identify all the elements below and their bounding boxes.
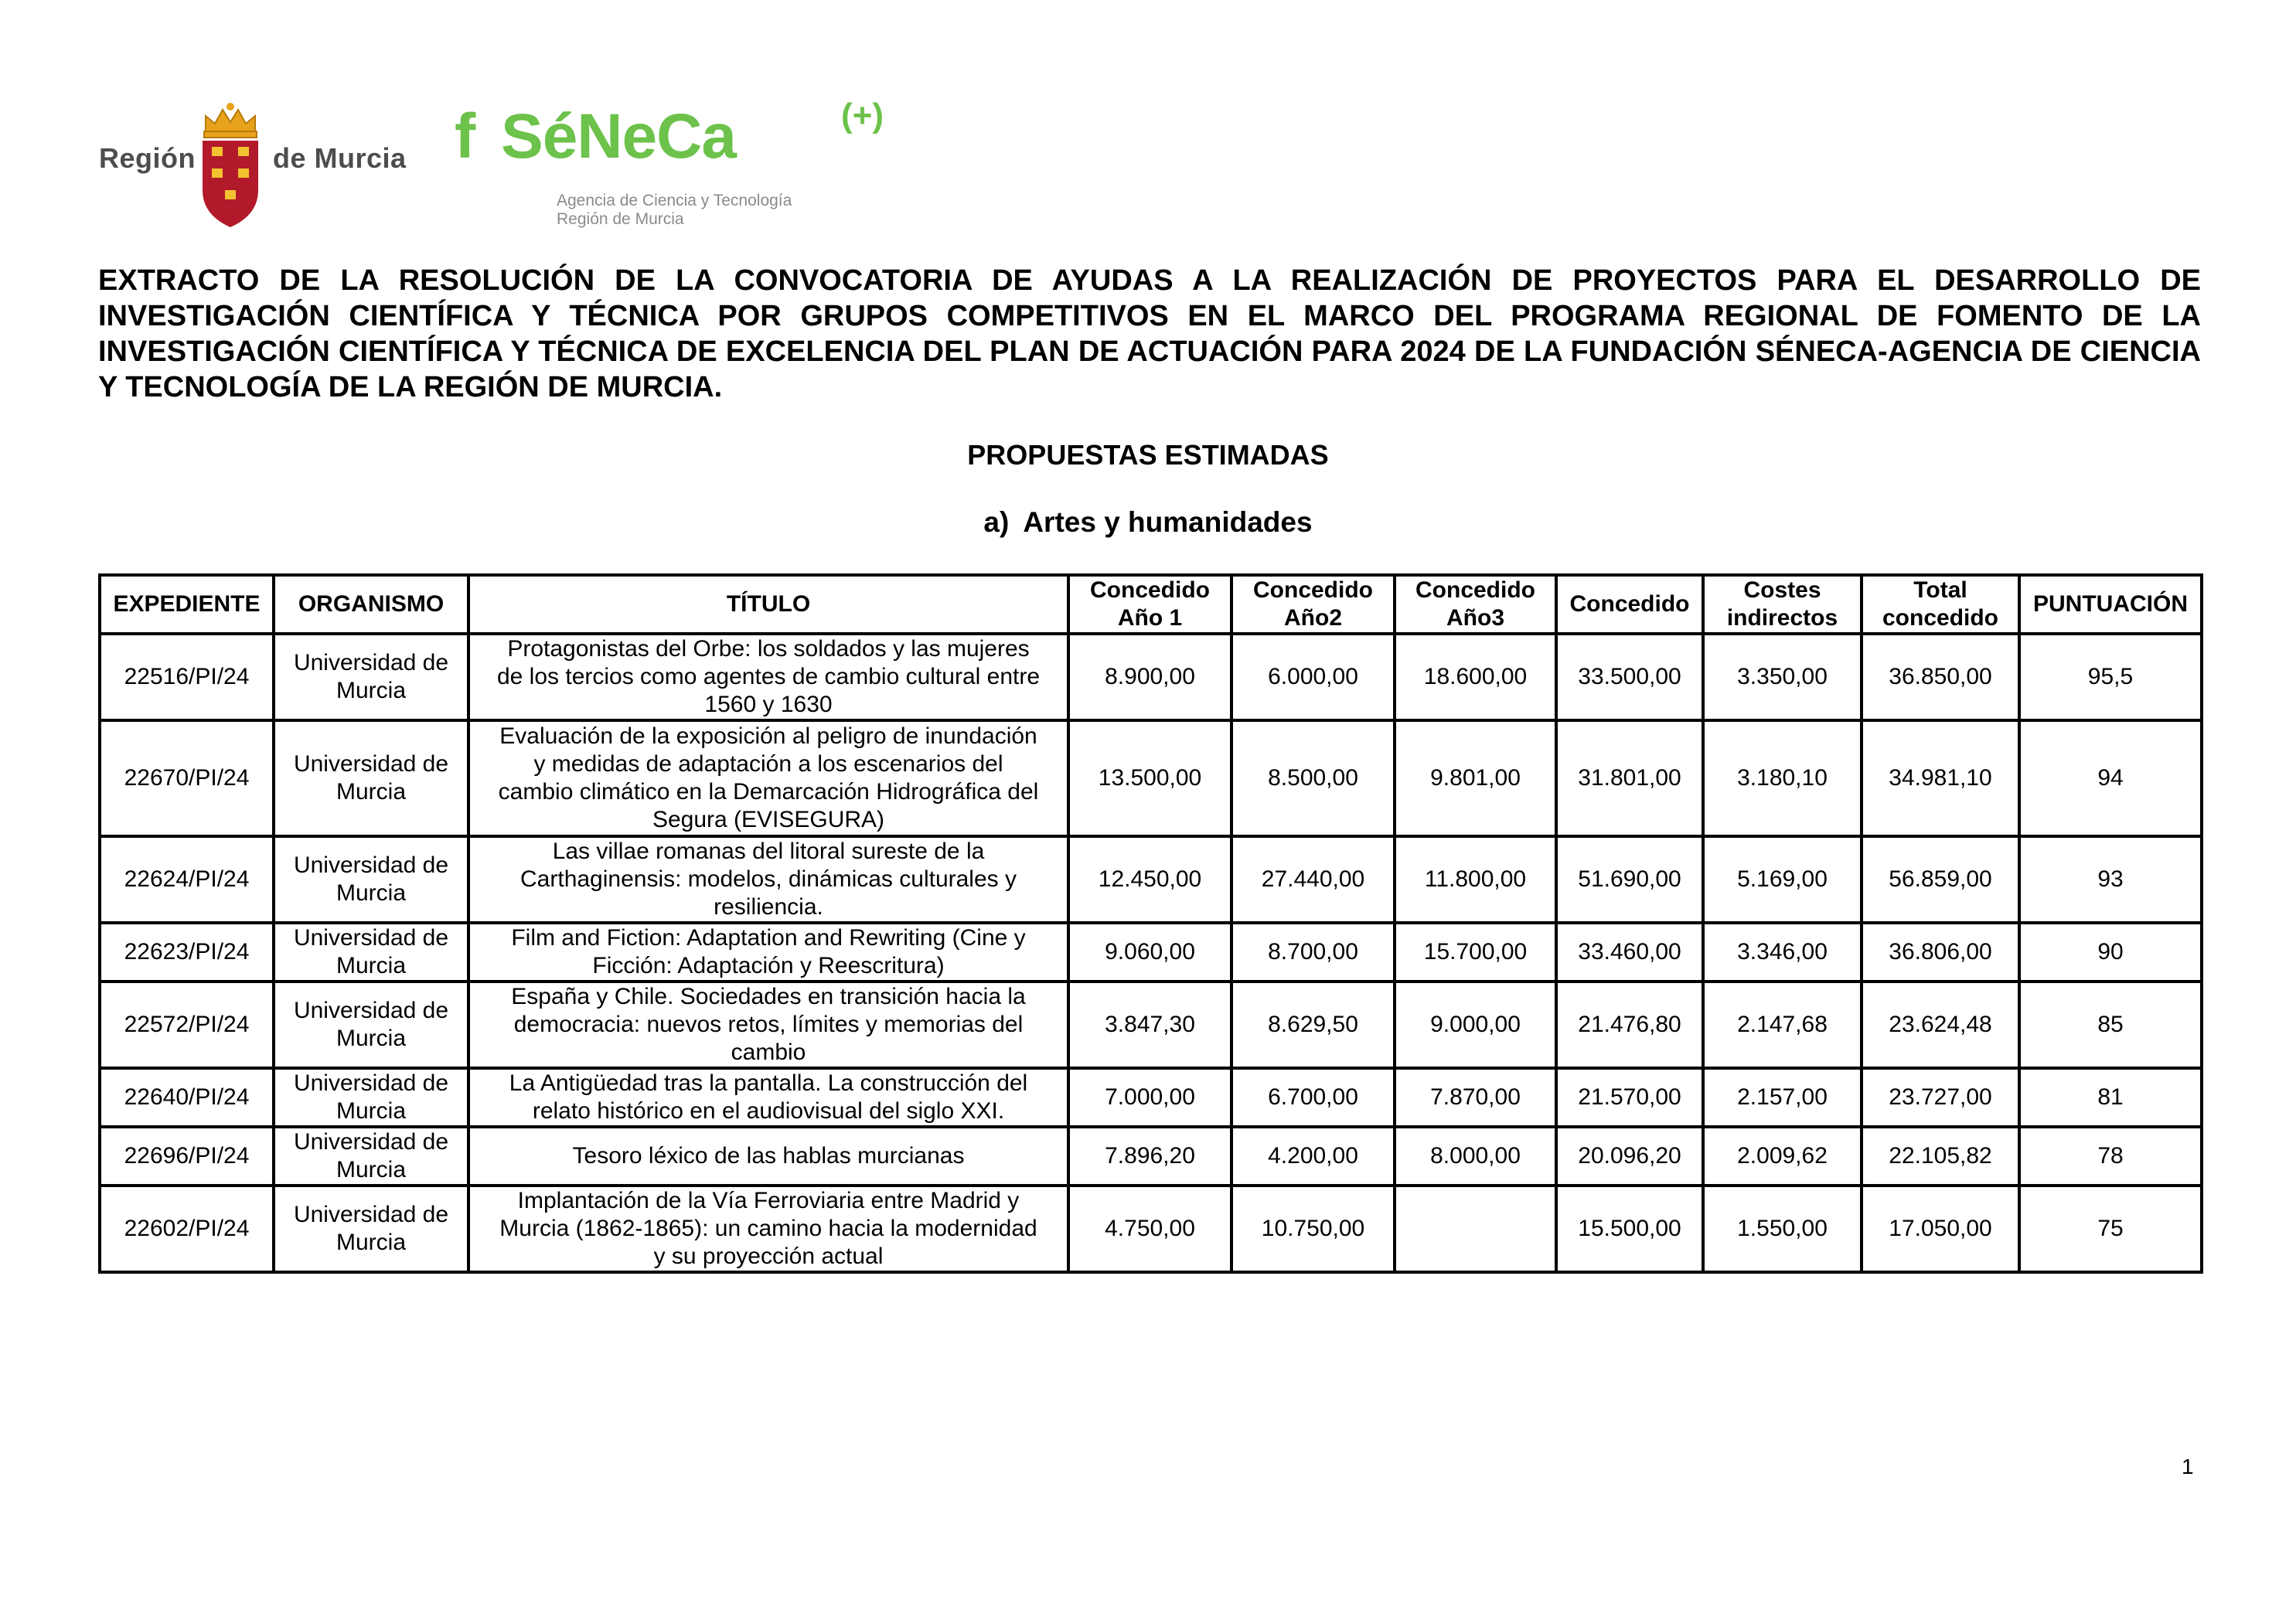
subsection-label: Artes y humanidades <box>1023 506 1313 538</box>
cell-expediente: 22516/PI/24 <box>100 634 274 720</box>
cell-titulo-line: de los tercios como agentes de cambio cultural entre <box>496 664 1041 689</box>
cell-total-concedido: 17.050,00 <box>1862 1186 2019 1272</box>
results-table <box>98 573 2203 1274</box>
cell-costes-indirectos: 2.009,62 <box>1703 1127 1862 1186</box>
table-row <box>100 720 2202 836</box>
subsection-letter: a) <box>983 506 1010 538</box>
cell-organismo-line: Murcia <box>336 1026 406 1051</box>
cell-concedido-ano2: 27.440,00 <box>1231 836 1395 923</box>
cell-organismo-line: Universidad de <box>293 1129 449 1155</box>
cell-organismo-line: Murcia <box>336 953 406 978</box>
cell-titulo <box>468 982 1068 1068</box>
cell-organismo <box>274 634 468 720</box>
cell-titulo-line: Murcia (1862-1865): un camino hacia la modernidad <box>499 1216 1037 1241</box>
cell-titulo <box>468 836 1068 923</box>
cell-puntuacion: 78 <box>2019 1127 2202 1186</box>
cell-titulo-line: cambio <box>731 1039 806 1065</box>
cell-costes-indirectos: 5.169,00 <box>1703 836 1862 923</box>
fundacion-seneca-logo <box>455 97 884 236</box>
cell-titulo <box>468 720 1068 836</box>
cell-total-concedido: 23.727,00 <box>1862 1068 2019 1127</box>
header-puntuacion: PUNTUACIÓN <box>2019 575 2202 634</box>
cell-expediente: 22623/PI/24 <box>100 923 274 982</box>
cell-puntuacion: 75 <box>2019 1186 2202 1272</box>
cell-concedido: 33.500,00 <box>1556 634 1703 720</box>
cell-costes-indirectos: 2.157,00 <box>1703 1068 1862 1127</box>
cell-expediente: 22572/PI/24 <box>100 982 274 1068</box>
cell-total-concedido: 36.850,00 <box>1862 634 2019 720</box>
header-organismo: ORGANISMO <box>274 575 468 634</box>
cell-titulo <box>468 634 1068 720</box>
cell-concedido: 15.500,00 <box>1556 1186 1703 1272</box>
cell-puntuacion: 85 <box>2019 982 2202 1068</box>
cell-concedido: 33.460,00 <box>1556 923 1703 982</box>
cell-titulo-line: y su proyección actual <box>653 1244 884 1269</box>
cell-concedido-ano2: 6.000,00 <box>1231 634 1395 720</box>
cell-organismo <box>274 1068 468 1127</box>
cell-titulo <box>468 1127 1068 1186</box>
table-row <box>100 1068 2202 1127</box>
cell-concedido-ano1: 8.900,00 <box>1068 634 1231 720</box>
subsection-title <box>0 506 2296 539</box>
header-total-concedido: Total concedido <box>1862 575 2019 634</box>
cell-organismo <box>274 1186 468 1272</box>
cell-concedido-ano3: 9.801,00 <box>1395 720 1556 836</box>
cell-titulo-line: Las villae romanas del litoral sureste de la <box>552 839 985 864</box>
cell-concedido-ano1: 4.750,00 <box>1068 1186 1231 1272</box>
cell-titulo-line: La Antigüedad tras la pantalla. La construcción del <box>509 1070 1028 1096</box>
cell-concedido-ano2: 8.700,00 <box>1231 923 1395 982</box>
seneca-plus-mark: (+) <box>841 97 884 134</box>
cell-titulo-line: 1560 y 1630 <box>704 692 833 717</box>
cell-concedido-ano1: 13.500,00 <box>1068 720 1231 836</box>
cell-total-concedido: 56.859,00 <box>1862 836 2019 923</box>
header-concedido-ano2: Concedido Año2 <box>1231 575 1395 634</box>
header-expediente: EXPEDIENTE <box>100 575 274 634</box>
cell-titulo-line: cambio climático en la Demarcación Hidrográfica del <box>498 779 1039 805</box>
region-word: Región <box>99 142 196 174</box>
region-murcia-logo <box>99 99 408 230</box>
seneca-subtitle-line-1: Agencia de Ciencia y Tecnología <box>557 192 792 209</box>
cell-titulo <box>468 923 1068 982</box>
cell-titulo-line: Implantación de la Vía Ferroviaria entre Madrid y <box>517 1188 1020 1213</box>
cell-concedido: 51.690,00 <box>1556 836 1703 923</box>
cell-organismo-line: Universidad de <box>293 1070 449 1096</box>
cell-organismo-line: Murcia <box>336 1098 406 1124</box>
cell-concedido-ano1: 3.847,30 <box>1068 982 1231 1068</box>
cell-expediente: 22624/PI/24 <box>100 836 274 923</box>
seneca-f-mark: f <box>455 101 476 172</box>
cell-costes-indirectos: 1.550,00 <box>1703 1186 1862 1272</box>
cell-puntuacion: 90 <box>2019 923 2202 982</box>
cell-total-concedido: 34.981,10 <box>1862 720 2019 836</box>
cell-titulo-line: y medidas de adaptación a los escenarios del <box>533 751 1003 777</box>
cell-titulo-line: resiliencia. <box>714 894 823 920</box>
table-row <box>100 923 2202 982</box>
seneca-subtitle <box>557 192 792 229</box>
cell-organismo-line: Murcia <box>336 1230 406 1255</box>
section-title: PROPUESTAS ESTIMADAS <box>967 439 1329 471</box>
cell-concedido-ano2: 6.700,00 <box>1231 1068 1395 1127</box>
cell-organismo <box>274 836 468 923</box>
header-concedido-ano1: Concedido Año 1 <box>1068 575 1231 634</box>
header-costes-indirectos: Costes indirectos <box>1703 575 1862 634</box>
cell-concedido-ano3: 11.800,00 <box>1395 836 1556 923</box>
cell-concedido-ano3: 7.870,00 <box>1395 1068 1556 1127</box>
cell-titulo-line: Carthaginensis: modelos, dinámicas culturales y <box>520 866 1017 892</box>
region-murcia-coat-of-arms-icon <box>192 99 269 230</box>
cell-concedido-ano1: 9.060,00 <box>1068 923 1231 982</box>
cell-organismo <box>274 982 468 1068</box>
cell-puntuacion: 93 <box>2019 836 2202 923</box>
cell-organismo <box>274 720 468 836</box>
document-title: EXTRACTO DE LA RESOLUCIÓN DE LA CONVOCATORIA DE AYUDAS A LA REALIZACIÓN DE PROYECTOS PARA EL DESARROLLO DE INVESTIGACIÓN CIENTÍFICA Y TÉCNICA POR GRUPOS COMPETITIVOS EN EL MARCO DEL PROGRAMA REGIONAL DE FOMENTO DE LA INVESTIGACIÓN CIENTÍFICA Y TÉCNICA DE EXCELENCIA DEL PLAN DE ACTUACIÓN PARA 2024 DE LA FUNDACIÓN SÉNECA-AGENCIA DE CIENCIA Y TECNOLOGÍA DE LA REGIÓN DE MURCIA. <box>98 264 2201 403</box>
cell-organismo-line: Universidad de <box>293 1202 449 1227</box>
cell-concedido-ano3: 18.600,00 <box>1395 634 1556 720</box>
cell-organismo <box>274 1127 468 1186</box>
cell-titulo-line: España y Chile. Sociedades en transición hacia la <box>511 984 1026 1009</box>
cell-concedido-ano3: 15.700,00 <box>1395 923 1556 982</box>
cell-costes-indirectos: 3.350,00 <box>1703 634 1862 720</box>
cell-concedido-ano3: 8.000,00 <box>1395 1127 1556 1186</box>
cell-titulo-line: relato histórico en el audiovisual del siglo XXI. <box>532 1098 1005 1124</box>
cell-costes-indirectos: 3.180,10 <box>1703 720 1862 836</box>
cell-titulo-line: Ficción: Adaptación y Reescritura) <box>592 953 945 978</box>
cell-organismo-line: Murcia <box>336 880 406 906</box>
cell-concedido: 31.801,00 <box>1556 720 1703 836</box>
cell-concedido-ano1: 12.450,00 <box>1068 836 1231 923</box>
cell-organismo-line: Universidad de <box>293 751 449 777</box>
table-row <box>100 1186 2202 1272</box>
cell-concedido-ano2: 4.200,00 <box>1231 1127 1395 1186</box>
cell-expediente: 22670/PI/24 <box>100 720 274 836</box>
header-concedido-ano3: Concedido Año3 <box>1395 575 1556 634</box>
cell-concedido-ano2: 10.750,00 <box>1231 1186 1395 1272</box>
cell-titulo-line: democracia: nuevos retos, límites y memorias del <box>513 1012 1024 1037</box>
table-row <box>100 634 2202 720</box>
table-row <box>100 836 2202 923</box>
cell-organismo-line: Universidad de <box>293 650 449 675</box>
cell-organismo <box>274 923 468 982</box>
cell-organismo-line: Universidad de <box>293 925 449 951</box>
cell-total-concedido: 22.105,82 <box>1862 1127 2019 1186</box>
seneca-subtitle-line-2: Región de Murcia <box>557 210 684 228</box>
cell-concedido-ano1: 7.896,20 <box>1068 1127 1231 1186</box>
header-titulo: TÍTULO <box>468 575 1068 634</box>
cell-titulo-line: Tesoro léxico de las hablas murcianas <box>572 1143 965 1169</box>
cell-titulo <box>468 1068 1068 1127</box>
cell-expediente: 22640/PI/24 <box>100 1068 274 1127</box>
murcia-word: de Murcia <box>273 142 407 174</box>
cell-total-concedido: 36.806,00 <box>1862 923 2019 982</box>
cell-titulo-line: Evaluación de la exposición al peligro de inundación <box>499 723 1037 749</box>
cell-puntuacion: 95,5 <box>2019 634 2202 720</box>
cell-total-concedido: 23.624,48 <box>1862 982 2019 1068</box>
cell-concedido-ano3: 9.000,00 <box>1395 982 1556 1068</box>
cell-concedido-ano2: 8.629,50 <box>1231 982 1395 1068</box>
cell-titulo-line: Film and Fiction: Adaptation and Rewriting (Cine y <box>511 925 1026 951</box>
cell-expediente: 22696/PI/24 <box>100 1127 274 1186</box>
cell-titulo <box>468 1186 1068 1272</box>
seneca-wordmark: SéNeCa <box>501 101 736 172</box>
cell-concedido-ano2: 8.500,00 <box>1231 720 1395 836</box>
cell-titulo-line: Segura (EVISEGURA) <box>652 807 885 832</box>
cell-puntuacion: 81 <box>2019 1068 2202 1127</box>
cell-organismo-line: Murcia <box>336 779 406 805</box>
cell-titulo-line: Protagonistas del Orbe: los soldados y las mujeres <box>507 636 1030 662</box>
table-row <box>100 982 2202 1068</box>
table-header-row <box>100 575 2202 634</box>
cell-concedido: 21.570,00 <box>1556 1068 1703 1127</box>
cell-organismo-line: Universidad de <box>293 852 449 878</box>
cell-organismo-line: Murcia <box>336 678 406 703</box>
cell-organismo-line: Universidad de <box>293 998 449 1023</box>
cell-concedido-ano3 <box>1395 1186 1556 1272</box>
header-concedido: Concedido <box>1556 575 1703 634</box>
cell-concedido: 20.096,20 <box>1556 1127 1703 1186</box>
cell-organismo-line: Murcia <box>336 1157 406 1182</box>
cell-puntuacion: 94 <box>2019 720 2202 836</box>
cell-costes-indirectos: 2.147,68 <box>1703 982 1862 1068</box>
cell-concedido: 21.476,80 <box>1556 982 1703 1068</box>
cell-concedido-ano1: 7.000,00 <box>1068 1068 1231 1127</box>
cell-costes-indirectos: 3.346,00 <box>1703 923 1862 982</box>
table-row <box>100 1127 2202 1186</box>
cell-expediente: 22602/PI/24 <box>100 1186 274 1272</box>
page-number: 1 <box>2182 1455 2194 1478</box>
